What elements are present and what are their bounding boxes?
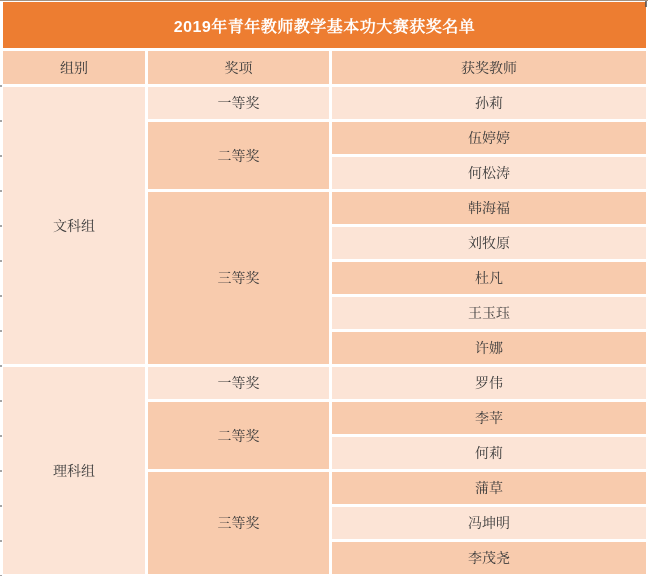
column-header-teacher[interactable]: 获奖教师: [332, 51, 646, 84]
teacher-cell[interactable]: 伍婷婷: [332, 122, 646, 154]
column-header-group[interactable]: 组别: [3, 51, 145, 84]
award-cell[interactable]: 一等奖: [148, 367, 329, 399]
teacher-cell[interactable]: 冯坤明: [332, 507, 646, 539]
award-cell[interactable]: 二等奖: [148, 122, 329, 189]
award-cell[interactable]: 一等奖: [148, 87, 329, 119]
teacher-cell[interactable]: 杜凡: [332, 262, 646, 294]
award-cell[interactable]: 二等奖: [148, 402, 329, 469]
table-row: [3, 367, 646, 399]
teacher-cell[interactable]: 孙莉: [332, 87, 646, 119]
table-row: [3, 87, 646, 119]
group-cell[interactable]: 理科组: [3, 367, 145, 574]
table-title[interactable]: 2019年青年教师教学基本功大赛获奖名单: [3, 2, 646, 48]
award-cell[interactable]: 三等奖: [148, 192, 329, 364]
teacher-cell[interactable]: 何莉: [332, 437, 646, 469]
teacher-cell[interactable]: 蒲草: [332, 472, 646, 504]
title-row: [3, 2, 646, 48]
header-row: [3, 51, 646, 84]
teacher-cell[interactable]: 李茂尧: [332, 542, 646, 574]
award-cell[interactable]: 三等奖: [148, 472, 329, 574]
column-header-award[interactable]: 奖项: [148, 51, 329, 84]
teacher-cell[interactable]: 许娜: [332, 332, 646, 364]
teacher-cell[interactable]: 刘牧原: [332, 227, 646, 259]
teacher-cell[interactable]: 罗伟: [332, 367, 646, 399]
teacher-cell[interactable]: 李苹: [332, 402, 646, 434]
teacher-cell[interactable]: 韩海福: [332, 192, 646, 224]
group-cell[interactable]: 文科组: [3, 87, 145, 364]
teacher-cell[interactable]: 王玉珏: [332, 297, 646, 329]
teacher-cell[interactable]: 何松涛: [332, 157, 646, 189]
